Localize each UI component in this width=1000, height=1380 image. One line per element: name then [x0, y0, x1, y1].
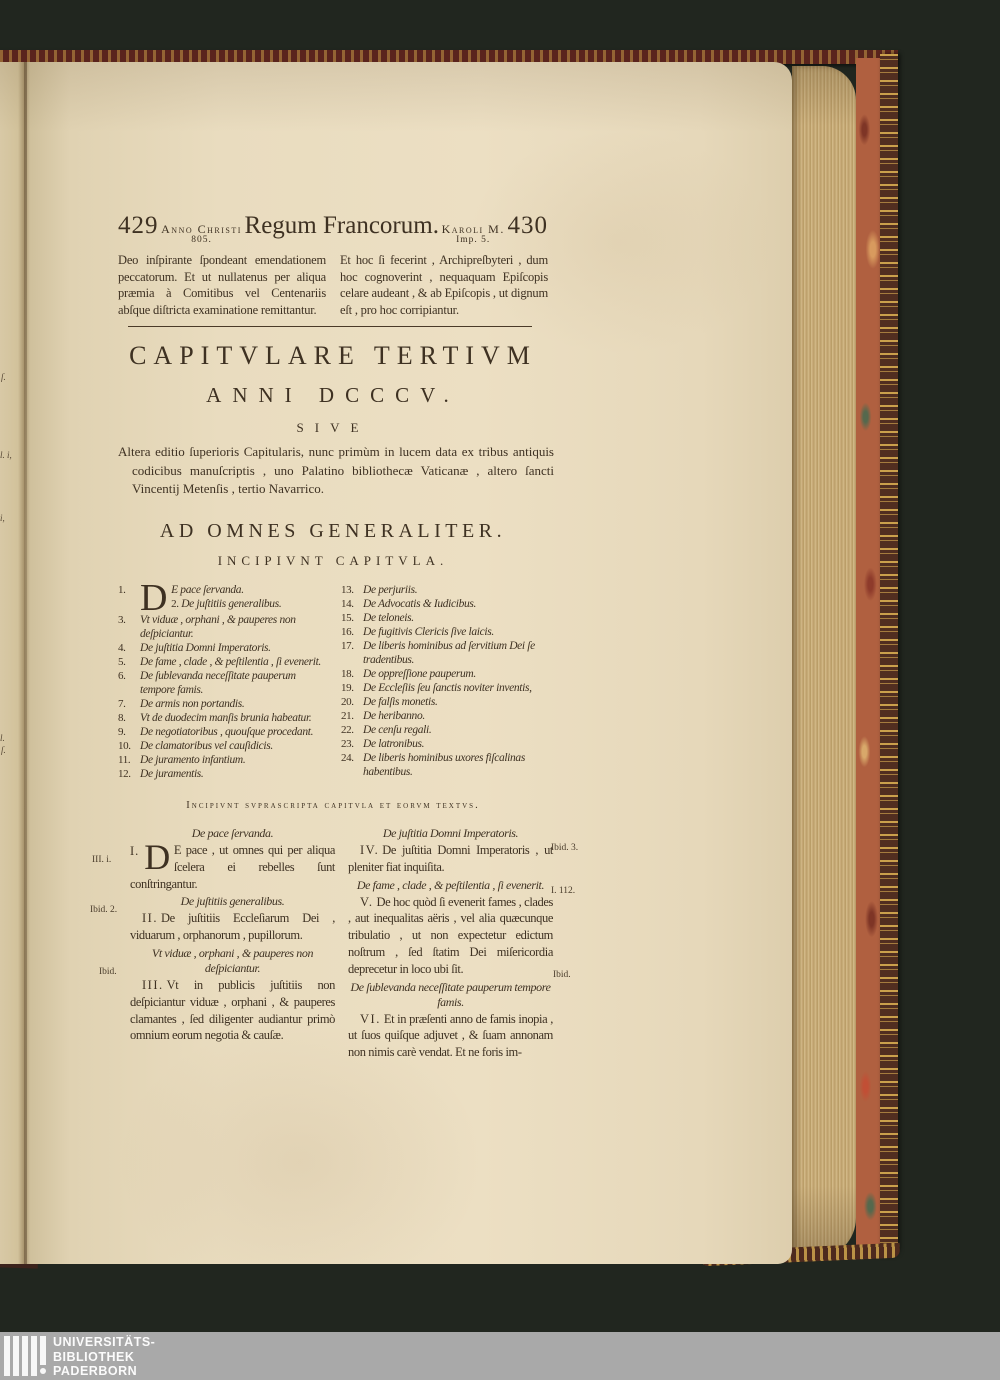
rubric-heading: De fame , clade , & peſtilentia , ſi evenerit. — [356, 877, 545, 892]
capitula-item: 13. De perjuriis. — [341, 584, 418, 596]
edge-text-fragment: ſ. — [1, 372, 6, 382]
capitula-item: 10. De clamatoribus vel cauſidicis. — [118, 740, 273, 752]
body-text-columns — [130, 824, 554, 1061]
capitula-item: 1. D E pace ſervanda. 2. De juſtitiis generalibus. — [118, 577, 282, 619]
book-fore-edge-pages — [792, 66, 856, 1258]
capitula-item: 12. De juramentis. — [118, 768, 204, 780]
rubric-heading: De juſtitiis generalibus. — [180, 894, 285, 909]
rubric-heading: Vt viduæ , orphani , & pauperes non deſpiciantur. — [151, 945, 314, 975]
edge-text-fragment: l. — [0, 733, 5, 743]
edition-note: Altera editio ſuperioris Capitularis, nunc primùm in lucem data ex tribus antiquis codicibus manuſcriptis , uno Palatino bibliothecæ Vaticanæ , altero ſancti Vincentij Metenſis , tertio Navarrico. — [118, 444, 554, 496]
chapter-title-line2: ANNI DCCCV. — [206, 383, 460, 407]
capitula-item: 8. Vt de duodecim manſis brunia habeatur. — [118, 712, 312, 724]
header-anno-christi: Anno Christi 805. — [161, 222, 242, 245]
capitula-item: 17. De liberis hominibus ad ſervitium Dei ſe tradentibus. — [341, 640, 535, 666]
heading-incipiunt-textus: Incipivnt svprascripta capitvla et eorvm textvs. — [186, 800, 480, 811]
rubric-heading: De pace ſervanda. — [191, 826, 274, 840]
top-column-left: Deo inſpirante ſpondeant emendationem peccatorum. Et ut nullatenus per aliqua præmia à Comitibus vel Centenariis abſque diſtricta examinatione remittantur. — [118, 253, 326, 317]
ub-paderborn-logo-icon — [4, 1336, 46, 1376]
capitula-item: 16. De fugitivis Clericis ſive laicis. — [341, 626, 494, 638]
capitula-item: 11. De juramento infantium. — [118, 754, 246, 766]
top-column-right: Et hoc ſi fecerint , Archipreſbyteri , dum hoc cognoverint , nequaquam Epiſcopis celare audeant , & ab Epiſcopis , ut dignum eſt , pro hoc corripiantur. — [340, 253, 549, 317]
page-header — [118, 212, 548, 245]
body-paragraph: II. De juſtitiis Eccleſiarum Dei , viduarum , orphanorum , pupillorum. — [130, 911, 335, 943]
capitula-item: 15. De teloneis. — [341, 612, 414, 624]
edge-text-fragment: i, — [0, 513, 5, 523]
capitula-item: 22. De cenſu regali. — [341, 724, 432, 736]
book-marbled-endpaper-edge — [856, 58, 880, 1254]
heading-ad-omnes: AD OMNES GENERALITER. — [159, 520, 507, 542]
capitula-item: 7. De armis non portandis. — [118, 698, 245, 710]
capitula-item: 14. De Advocatis & Iudicibus. — [341, 598, 477, 610]
edge-text-fragment: ſ. — [1, 745, 6, 755]
page-gutter-crease — [24, 62, 27, 1264]
drop-cap: D — [140, 577, 168, 619]
body-paragraph: V. De hoc quòd ſi evenerit fames , clades , aut inequalitas aëris , vel alia quæcunque tribulatio , ut non expectetur edictum noſtrum , ſed ſtatim Dei miſericordia deprecetur in loco ubi ſit. — [348, 894, 553, 976]
heading-incipiunt-capitula: INCIPIVNT CAPITVLA. — [217, 553, 449, 568]
margin-note: Ibid. — [553, 970, 571, 980]
capitula-item: 5. De fame , clade , & peſtilentia , ſi evenerit. — [118, 656, 321, 668]
body-paragraph: IV. De juſtitia Domni Imperatoris , ut pleniter fiat inquiſita. — [348, 843, 553, 874]
capitula-item: 24. De liberis hominibus uxores fiſcalinas habentibus. — [341, 752, 525, 778]
rubric-heading: De ſublevanda neceſſitate pauperum tempore famis. — [350, 979, 551, 1009]
body-column-right — [348, 824, 553, 1061]
capitula-item: 20. De falſis monetis. — [341, 696, 438, 708]
book-page — [0, 62, 792, 1264]
page-number-right: 430 — [507, 212, 548, 239]
capitula-item: 19. De Eccleſiis ſeu ſanctis noviter inventis, — [341, 682, 532, 694]
page-number-left: 429 — [118, 212, 159, 239]
running-title: Regum Francorum. — [244, 212, 439, 239]
capitula-item: 6. De ſublevanda neceſſitate pauperum tempore famis. — [118, 670, 296, 696]
edge-text-fragment: l. i, — [0, 450, 12, 460]
body-column-left — [130, 824, 335, 1061]
capitula-item: 3. Vt viduæ , orphani , & pauperes non deſpiciantur. — [118, 614, 296, 640]
library-watermark-bar — [0, 1332, 1000, 1380]
top-text-columns — [118, 252, 548, 318]
margin-note: Ibid. 3. — [551, 843, 579, 853]
capitula-item: 18. De oppreſſione pauperum. — [341, 668, 476, 680]
capitula-item: 23. De latronibus. — [341, 738, 425, 750]
capitula-item: 21. De heribanno. — [341, 710, 425, 722]
capitula-column-left — [118, 577, 325, 781]
book-gilt-cover-edge — [880, 54, 898, 1256]
library-name: UNIVERSITÄTS- BIBLIOTHEK PADERBORN — [53, 1335, 156, 1378]
section-divider-rule — [128, 326, 532, 327]
sive-label: SIVE — [296, 420, 370, 435]
chapter-title-line1: CAPITVLARE TERTIVM — [129, 341, 537, 370]
body-paragraph: I. D E pace , ut omnes qui per aliqua ſcelera ei rebelles ſunt conſtringantur. — [130, 837, 335, 891]
capitula-item: 4. De juſtitia Domni Imperatoris. — [118, 642, 271, 654]
margin-note: I. 112. — [551, 886, 576, 896]
margin-note: Ibid. 2. — [90, 905, 118, 915]
capitula-list — [118, 577, 548, 781]
capitula-item: 9. De negotiatoribus , quouſque procedant. — [118, 726, 314, 738]
capitula-column-right — [341, 583, 548, 781]
margin-note: Ibid. — [99, 967, 117, 977]
body-paragraph: VI. Et in præſenti anno de famis inopia , ut ſuos quiſque adjuvet , & ſuam annonam non nimis carè vendat. Et ne foris im- — [348, 1011, 553, 1060]
header-karoli: Karoli M. Imp. 5. — [441, 222, 505, 245]
body-paragraph: III. Vt in publicis juſtitiis non deſpiciantur viduæ , orphani , & pauperes clamantes , ſed diligenter audiantur primò omnium eorum negotia & cauſæ. — [130, 977, 335, 1043]
drop-cap: D — [144, 837, 170, 877]
rubric-heading: De juſtitia Domni Imperatoris. — [382, 826, 519, 840]
margin-note: III. i. — [92, 855, 112, 865]
